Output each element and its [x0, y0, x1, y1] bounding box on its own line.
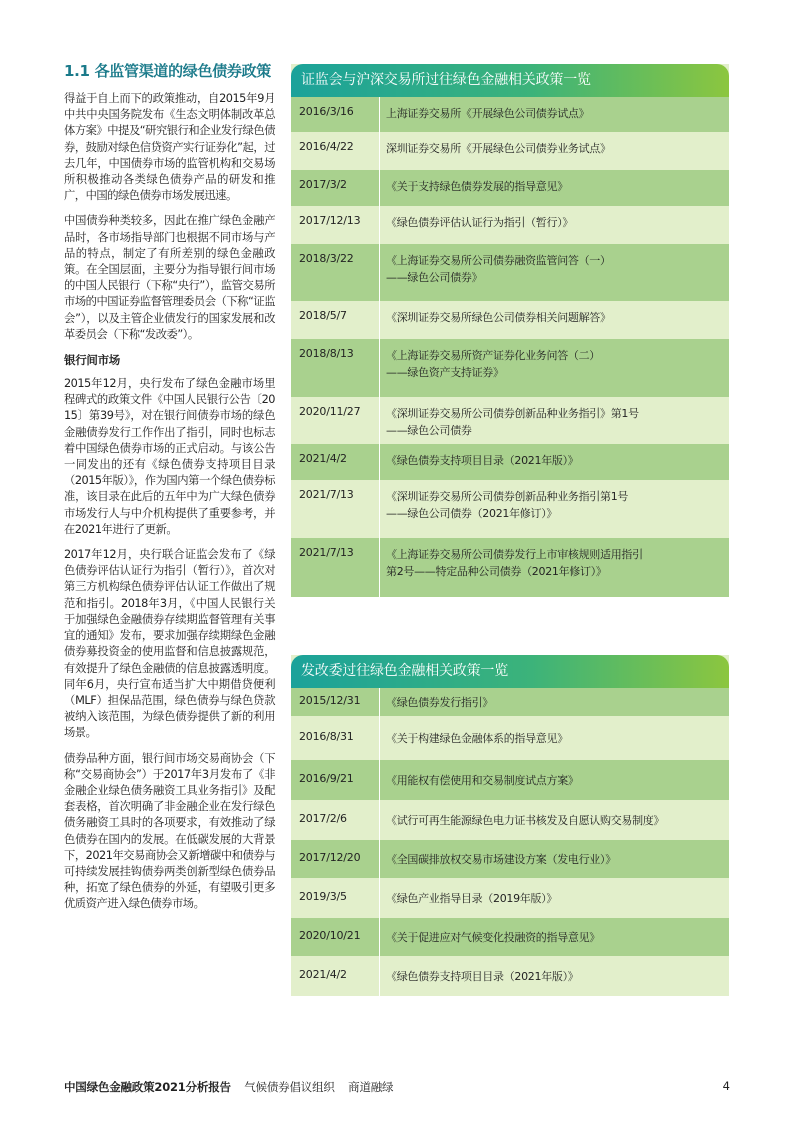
footer-org-2: 商道融绿: [348, 1080, 394, 1094]
row-date: 2020/10/21: [299, 929, 361, 942]
row-title: [379, 244, 729, 301]
row-title-text: 《绿色债券发行指引》: [386, 696, 493, 709]
row-title-text-2: ——绿色公司债券（2021年修订）》: [386, 507, 558, 520]
table-row: [291, 244, 729, 301]
row-title-text: 《绿色债券支持项目目录（2021年版）》: [386, 454, 579, 467]
row-title: [379, 538, 729, 597]
table-row: [291, 132, 729, 170]
section-title: 1.1 各监管渠道的绿色债券政策: [64, 62, 271, 80]
row-title-text: 《关于支持绿色债券发展的指导意见》: [386, 180, 568, 193]
paragraph-2: 中国债券种类较多，因此在推广绿色金融产品时，各市场指导部门也根据不同市场与产品的特点，制定了有所差别的绿色金融政策。在全国层面，主要分为指导银行间市场的中国人民银行（下称“央行”），监管交易所市场的中国证券监督管理委员会（下称“证监会”），以及主管企业债发行的国家发展和改革委员会（下称“发改委”）。: [64, 214, 275, 341]
row-title-text: 《上海证券交易所资产证券化业务问答（二）: [386, 349, 600, 362]
paragraph-3: 2015年12月，央行发布了绿色金融市场里程碑式的政策文件《中国人民银行公告〔2015〕第39号》，对在银行间债券市场的绿色金融债券发行工作作出了指引，同时也标志着中国绿色债券市场的正式启动。与该公告一同发出的还有《绿色债券支持项目目录（2015年版）》，作为国内第一个绿色债券标准，该目录在此后的五年中为广大绿色债券市场发行人与中介机构提供了重要参考，并在2021年进行了更新。: [64, 377, 275, 536]
row-date: 2018/8/13: [299, 347, 354, 360]
table-row: [291, 444, 729, 480]
row-title: [379, 132, 729, 170]
paragraph-5: 债券品种方面，银行间市场交易商协会（下称“交易商协会”）于2017年3月发布了《非金融企业绿色债务融资工具业务指引》及配套表格，首次明确了非金融企业在发行绿色债务融资工具时的各项要求，有效推动了绿色债券在国内的发展。在低碳发展的大背景下，2021年交易商协会又新增碳中和债券与可持续发展挂钩债券两类创新型绿色债券品种，拓宽了绿色债券的外延，有望吸引更多优质资产进入绿色债券市场。: [64, 751, 275, 911]
row-title-text: 《上海证券交易所公司债券融资监管问答（一）: [386, 254, 611, 267]
row-title-text: 《绿色产业指导目录（2019年版）》: [386, 892, 558, 905]
row-date: 2017/3/2: [299, 178, 347, 191]
row-date: 2021/4/2: [299, 968, 347, 981]
row-title-text: 《深圳证券交易所绿色公司债券相关问题解答》: [386, 311, 611, 324]
row-title-text: 《关于促进应对气候变化投融资的指导意见》: [386, 931, 600, 944]
row-title-text-2: ——绿色资产支持证券》: [386, 366, 504, 379]
table-row: [291, 339, 729, 397]
row-date: 2017/2/6: [299, 812, 347, 825]
row-date: 2021/7/13: [299, 488, 354, 501]
footer-org-1: 气候债券倡议组织: [244, 1080, 335, 1094]
row-title-text: 《关于构建绿色金融体系的指导意见》: [386, 732, 568, 745]
row-date: 2019/3/5: [299, 890, 347, 903]
row-date: 2015/12/31: [299, 694, 361, 707]
ndrc-policy-table: [291, 655, 729, 996]
row-title-text: 《全国碳排放权交易市场建设方案（发电行业）》: [386, 853, 616, 866]
csrc-table-title: 证监会与沪深交易所过往绿色金融相关政策一览: [291, 64, 729, 97]
ndrc-table-title: 发改委过往绿色金融相关政策一览: [291, 655, 729, 688]
row-title: [379, 444, 729, 480]
row-title-text: 上海证券交易所《开展绿色公司债券试点》: [386, 107, 590, 120]
table-row: [291, 301, 729, 339]
row-title: [379, 301, 729, 339]
table-row: [291, 760, 729, 800]
row-date: 2018/3/22: [299, 252, 354, 265]
row-date: 2017/12/20: [299, 851, 361, 864]
row-date: 2016/3/16: [299, 105, 354, 118]
table-row: [291, 170, 729, 206]
row-title: [379, 397, 729, 444]
row-title-text: 《绿色债券支持项目目录（2021年版）》: [386, 970, 579, 983]
table-row: [291, 206, 729, 244]
csrc-policy-table: [291, 64, 729, 597]
row-date: 2016/8/31: [299, 730, 354, 743]
table-row: [291, 480, 729, 538]
table-row: [291, 716, 729, 760]
row-title-text: 《绿色债券评估认证行为指引（暂行）》: [386, 216, 574, 229]
table-row: [291, 688, 729, 716]
paragraph-4: 2017年12月，央行联合证监会发布了《绿色债券评估认证行为指引（暂行）》，首次对第三方机构绿色债券评估认证工作做出了规范和指引。2018年3月，《中国人民银行关于加强绿色金融债券存续期监督管理有关事宜的通知》发布，要求加强存续期绿色金融债券募投资金的使用监督和信息披露规范，有效提升了绿色金融债的信息披露透明度。同年6月，央行宣布适当扩大中期借贷便利（MLF）担保品范围，绿色债券与绿色贷款被纳入该范围，为绿色债券提供了新的利用场景。: [64, 548, 275, 740]
row-date: 2020/11/27: [299, 405, 361, 418]
row-title: [379, 918, 729, 956]
row-title-text: 《深圳证券交易所公司债券创新品种业务指引》第1号: [386, 407, 639, 420]
row-title-text-2: ——绿色公司债券》: [386, 271, 483, 284]
table-row: [291, 878, 729, 918]
table-row: [291, 97, 729, 132]
footer-report-title: 中国绿色金融政策2021分析报告: [64, 1080, 231, 1094]
row-title: [379, 206, 729, 244]
page-number: 4: [722, 1079, 730, 1093]
paragraph-1: 得益于自上而下的政策推动，自2015年9月中共中央国务院发布《生态文明体制改革总体方案》中提及“研究银行和企业发行绿色债券，鼓励对绿色信贷资产实行证券化”起，过去几年，中国债券市场的监管机构和交易场所积极推动各类绿色债券产品的研发和推广，中国的绿色债券市场发展迅速。: [64, 92, 275, 203]
row-title: [379, 840, 729, 878]
subheading-interbank-market: 银行间市场: [64, 353, 120, 368]
row-date: 2016/4/22: [299, 140, 354, 153]
row-date: 2018/5/7: [299, 309, 347, 322]
row-title-text: 《试行可再生能源绿色电力证书核发及自愿认购交易制度》: [386, 814, 665, 827]
row-title-text-2: ——绿色公司债券: [386, 424, 472, 437]
row-date: 2021/4/2: [299, 452, 347, 465]
table-row: [291, 397, 729, 444]
row-title: [379, 878, 729, 918]
table-row: [291, 918, 729, 956]
row-date: 2021/7/13: [299, 546, 354, 559]
row-title-text: 《上海证券交易所公司债券发行上市审核规则适用指引: [386, 548, 643, 561]
row-title: [379, 688, 729, 716]
row-title: [379, 716, 729, 760]
row-title-text: 深圳证券交易所《开展绿色公司债券业务试点》: [386, 142, 611, 155]
table-row: [291, 956, 729, 996]
row-title-text-2: 第2号——特定品种公司债券（2021年修订）》: [386, 565, 607, 578]
row-title: [379, 760, 729, 800]
row-title-text: 《用能权有偿使用和交易制度试点方案》: [386, 774, 579, 787]
row-title: [379, 97, 729, 132]
row-title: [379, 170, 729, 206]
row-date: 2017/12/13: [299, 214, 361, 227]
table-row: [291, 800, 729, 840]
row-title-text: 《深圳证券交易所公司债券创新品种业务指引第1号: [386, 490, 629, 503]
row-date: 2016/9/21: [299, 772, 354, 785]
row-title: [379, 480, 729, 538]
table-row: [291, 538, 729, 597]
row-title: [379, 800, 729, 840]
row-title: [379, 339, 729, 397]
page-footer: [64, 1079, 403, 1095]
row-title: [379, 956, 729, 996]
table-row: [291, 840, 729, 878]
left-column: [64, 60, 275, 922]
